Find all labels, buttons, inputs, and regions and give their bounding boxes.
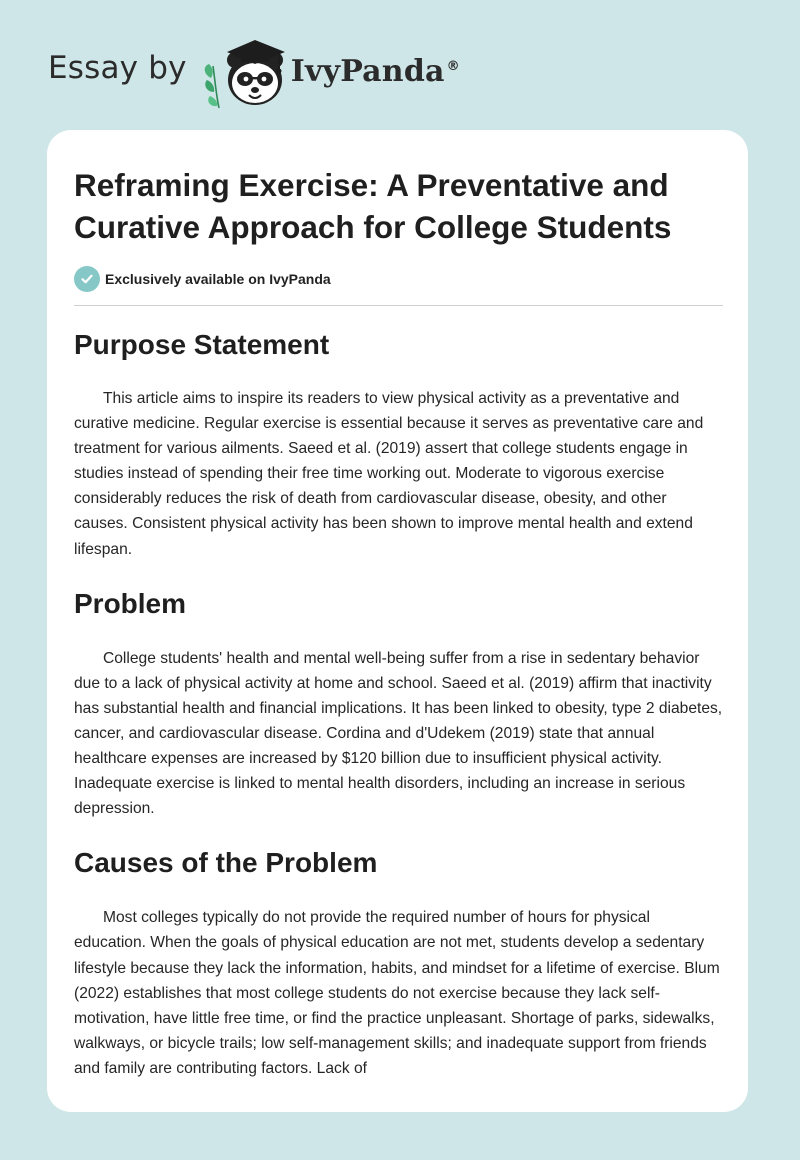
brand-name	[291, 54, 460, 89]
registered-mark: ®	[446, 58, 460, 74]
panda-graduate-logo-icon	[201, 30, 297, 110]
section-paragraph-problem: College students' health and mental well-being suffer from a rise in sedentary behavior due to a lack of physical activity at home and school. Saeed et al. (2019) affirm that inactivity has substantial health and financial implications. It has been linked to obesity, type 2 diabetes, cancer, and cardiovascular disease. Cordina and d'Udekem (2019) state that annual healthcare expenses are increased by $120 billion due to insufficient physical activity. Inadequate exercise is linked to mental health disorders, including an increase in serious depression.	[74, 649, 723, 818]
essay-card	[47, 130, 748, 1112]
section-paragraph-purpose: This article aims to inspire its readers to view physical activity as a preventative and curative medicine. Regular exercise is essential because it serves as preventative care and treatment for various ailments. Saeed et al. (2019) assert that college students engage in studies instead of spending their free time working out. Moderate to vigorous exercise considerably reduces the risk of death from cardiovascular disease, obesity, and other causes. Consistent physical activity has been shown to improve mental health and extend lifespan.	[74, 390, 704, 558]
section-paragraph-causes: Most colleges typically do not provide the required number of hours for physical education. When the goals of physical education are not met, students develop a sedentary lifestyle because they lack the information, habits, and mindset for a lifetime of exercise. Blum (2022) establishes that most college students do not exercise because they lack self-motivation, have little free time, or find the practice unpleasant. Shortage of parks, sidewalks, walkways, or bicycle trails; low self-management skills; and inadequate support from friends and family are contributing factors. Lack of	[74, 909, 720, 1077]
exclusive-badge	[74, 266, 724, 292]
checkmark-icon	[74, 266, 100, 292]
essay-content	[74, 164, 724, 1081]
brand-name-text: IvyPanda	[290, 53, 445, 89]
divider	[74, 305, 723, 306]
page-title: Reframing Exercise: A Preventative and Curative Approach for College Students	[74, 167, 672, 245]
brand-prefix: Essay by	[48, 50, 187, 86]
section-heading-problem: Problem	[74, 587, 187, 619]
section-heading-causes: Causes of the Problem	[74, 847, 378, 879]
section-heading-purpose: Purpose Statement	[74, 329, 330, 360]
brand-header[interactable]	[48, 30, 460, 110]
badge-text: Exclusively available on IvyPanda	[105, 271, 331, 287]
